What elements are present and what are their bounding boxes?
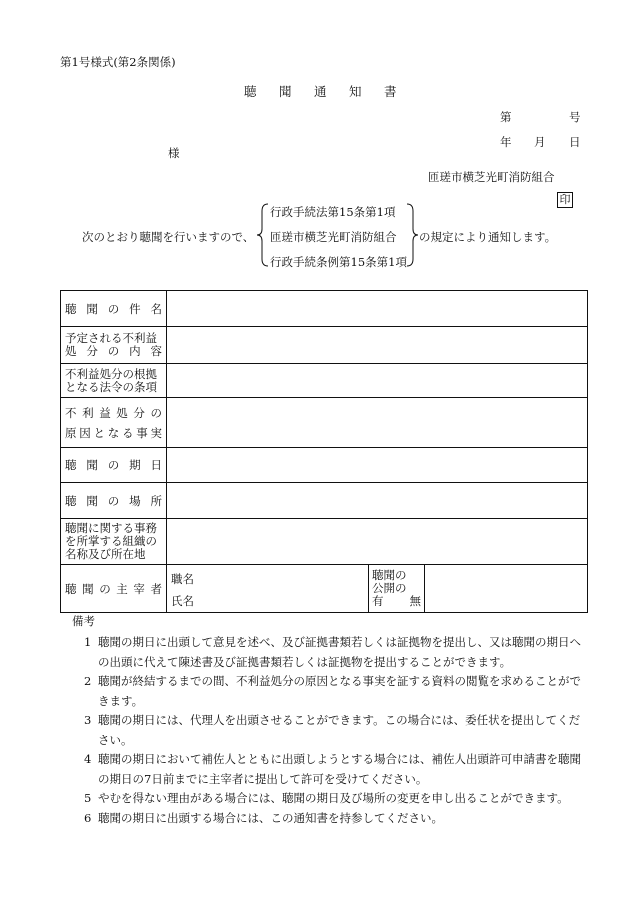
table-row <box>61 483 588 519</box>
addressee-suffix: 様 <box>168 146 180 160</box>
label-char: 聞 <box>86 493 98 508</box>
table-row <box>61 565 588 613</box>
label-line: 聴聞の <box>372 568 407 582</box>
value-public[interactable] <box>425 565 588 613</box>
date-year: 年 <box>500 135 512 149</box>
name-label: 氏名 <box>171 594 194 608</box>
title-char: 通 <box>314 84 327 99</box>
note-number: 6 <box>84 810 92 825</box>
label-char: 所 <box>150 493 162 508</box>
note-text: やむを得ない理由がある場合には、聴聞の期日及び場所の変更を申し出ることができます。 <box>98 791 569 805</box>
note-text: 聴聞の期日には、代理人を出頭させることができます。この場合には、委任状を提出してください。 <box>98 713 581 747</box>
label-char: の <box>107 493 120 508</box>
label-legal-basis <box>61 364 167 398</box>
title-char: 聞 <box>279 84 292 99</box>
value-hearing-subject[interactable] <box>167 291 588 327</box>
label-char: 場 <box>129 493 141 508</box>
label-char: の <box>107 344 120 358</box>
note-text: 聴聞が終結するまでの間、不利益処分の原因となる事実を証する資料の閲覧を求めることができます。 <box>98 674 581 708</box>
date-month: 月 <box>534 135 546 149</box>
label-char: 分 <box>133 405 145 420</box>
label-hearing-place <box>61 483 167 519</box>
label-char: 名 <box>150 301 162 316</box>
issuer-name: 匝瑳市横芝光町消防組合 <box>428 170 555 184</box>
label-char: 無 <box>409 594 421 608</box>
label-line: 予定される不利益 <box>65 331 157 345</box>
label-char: と <box>93 425 105 440</box>
note-number: 1 <box>84 635 92 649</box>
label-char: 者 <box>150 581 162 596</box>
note-item <box>60 750 590 789</box>
label-line: 不利益処分の根拠 <box>65 366 157 381</box>
label-char: 聞 <box>82 581 94 596</box>
label-char: 利 <box>82 405 94 420</box>
table-row <box>61 519 588 565</box>
label-char: 因 <box>79 425 91 440</box>
label-cause-facts <box>61 398 167 448</box>
note-number: 2 <box>84 674 92 688</box>
label-line: 名称及び所在地 <box>65 547 146 561</box>
label-char: 分 <box>86 344 98 358</box>
doc-number-suffix: 号 <box>569 110 581 124</box>
intro-lead: 次のとおり聴聞を行いますので、 <box>82 230 255 244</box>
value-hearing-place[interactable] <box>167 483 588 519</box>
note-number: 3 <box>84 713 92 727</box>
value-hearing-date[interactable] <box>167 448 588 483</box>
hearing-info-table <box>60 290 588 613</box>
label-char: 聴 <box>65 458 77 472</box>
label-presider <box>61 565 167 613</box>
note-number: 5 <box>84 791 92 805</box>
title-char: 書 <box>384 84 397 99</box>
label-char: 聞 <box>86 301 98 316</box>
label-char: 聴 <box>65 581 77 596</box>
note-text: 聴聞の期日に出頭する場合には、この通知書を持参してください。 <box>98 810 443 825</box>
intro-option: 匝瑳市横芝光町消防組合 <box>270 230 397 244</box>
label-line: 公開の <box>372 581 407 595</box>
value-cause-facts[interactable] <box>167 398 588 448</box>
table-row <box>61 398 588 448</box>
date-day: 日 <box>569 135 581 149</box>
label-line: を所掌する組織の <box>65 534 157 548</box>
note-item <box>60 711 590 750</box>
table-row <box>61 364 588 398</box>
notes-section <box>60 612 590 828</box>
intro-option: 行政手続条例第15条第1項 <box>270 255 407 269</box>
value-presider[interactable] <box>167 565 369 613</box>
label-public <box>369 565 425 613</box>
label-char: 原 <box>65 425 77 440</box>
label-hearing-subject <box>61 291 167 327</box>
label-char: の <box>150 405 162 420</box>
intro-option: 行政手続法第15条第1項 <box>270 205 396 219</box>
label-char: 実 <box>150 425 162 440</box>
label-planned-disposition <box>61 327 167 364</box>
value-office[interactable] <box>167 519 588 565</box>
label-char: 事 <box>136 425 148 440</box>
label-office <box>61 519 167 565</box>
label-char: 処 <box>116 405 128 420</box>
label-char: 処 <box>65 344 77 358</box>
doc-number-prefix: 第 <box>500 110 512 124</box>
label-char: の <box>107 301 120 316</box>
label-hearing-date <box>61 448 167 483</box>
label-line: となる法令の条項 <box>65 379 157 394</box>
note-item <box>60 633 590 672</box>
label-char: 主 <box>116 581 128 596</box>
label-char: 益 <box>99 405 111 420</box>
table-row <box>61 448 588 483</box>
label-char: の <box>107 458 120 472</box>
notes-heading: 備考 <box>72 614 95 628</box>
label-char: 件 <box>129 301 141 316</box>
note-text: 聴聞の期日において補佐人とともに出頭しようとする場合には、補佐人出頭許可申請書を聴聞の期日の7日前までに主宰者に提出して許可を受けてください。 <box>98 752 581 786</box>
label-char: 内 <box>129 344 141 358</box>
table-row <box>61 327 588 364</box>
note-item <box>60 672 590 711</box>
label-char: 容 <box>150 344 162 358</box>
label-char: な <box>107 425 120 440</box>
note-item <box>60 789 590 809</box>
seal-mark: 印 <box>557 192 573 208</box>
note-text: 聴聞の期日に出頭して意見を述べ、及び証拠書類若しくは証拠物を提出し、又は聴聞の期日への出頭に代えて陳述書及び証拠書類若しくは証拠物を提出することができます。 <box>98 635 581 669</box>
label-char: 期 <box>129 458 141 472</box>
label-char: 聴 <box>65 493 77 508</box>
form-number: 第1号様式(第2条関係) <box>60 55 176 69</box>
value-legal-basis[interactable] <box>167 364 588 398</box>
label-char: 宰 <box>133 581 145 596</box>
right-brace-icon <box>405 203 419 267</box>
label-char: の <box>99 581 111 596</box>
note-number: 4 <box>84 752 92 766</box>
label-char: 有 <box>372 594 384 608</box>
label-char: る <box>122 425 134 440</box>
job-title-label: 職名 <box>171 572 194 586</box>
label-char: 聴 <box>65 301 77 316</box>
note-item <box>60 809 590 829</box>
label-line: 聴聞に関する事務 <box>65 521 157 535</box>
label-char: 聞 <box>86 458 98 472</box>
left-brace-icon <box>256 203 270 267</box>
label-char: 不 <box>65 405 77 420</box>
intro-tail: の規定により通知します。 <box>419 230 557 244</box>
value-planned-disposition[interactable] <box>167 327 588 364</box>
title-char: 知 <box>349 84 362 99</box>
table-row <box>61 291 588 327</box>
title-char: 聴 <box>244 84 257 99</box>
label-char: 日 <box>150 458 162 472</box>
